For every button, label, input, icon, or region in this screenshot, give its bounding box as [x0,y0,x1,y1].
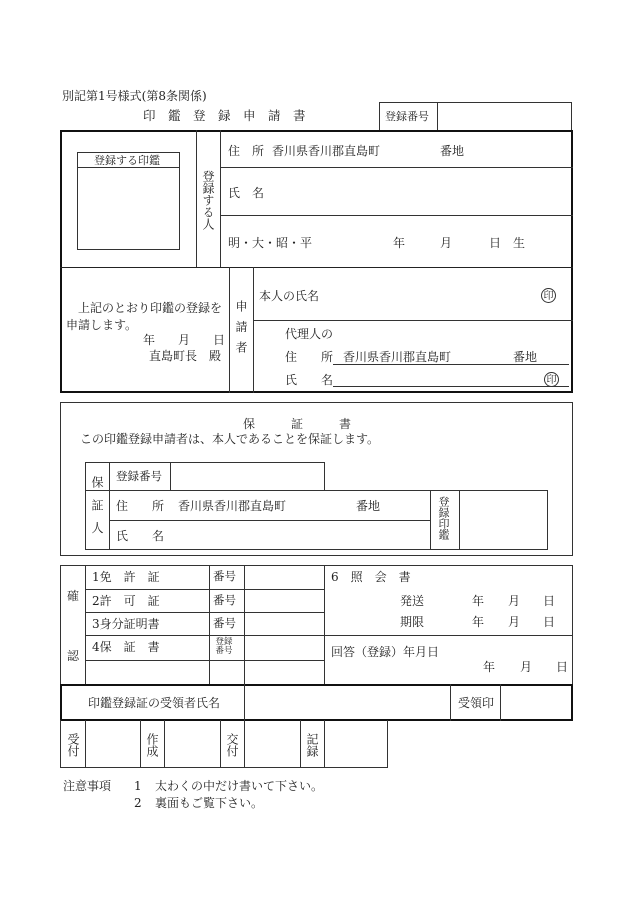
application-date-day: 日 [213,333,226,347]
registrant-address-field[interactable] [222,132,570,165]
inquiry-deadline-day: 日 [543,615,556,629]
registrant-name-field[interactable] [222,169,570,213]
guarantor-reg-no-field[interactable] [172,464,322,489]
inquiry-sent-month: 月 [508,594,521,608]
addressee: 直島町長 殿 [149,349,222,363]
confirm-item-license-no-label: 番号 [213,569,236,583]
office-issued-label: 交付 [225,733,239,757]
confirm-guarantee-no-field[interactable] [246,637,322,658]
inquiry-sent-year: 年 [472,594,485,608]
reply-day: 日 [556,660,569,674]
self-name-label: 本人の氏名 [259,289,320,303]
note-2-text: 裏面もご覧下さい。 [155,796,264,810]
guarantor-address-suffix: 番地 [356,499,381,513]
inquiry-deadline-label: 期限 [400,615,425,629]
agent-address-field[interactable] [333,344,569,364]
reply-month: 月 [520,660,533,674]
birth-month-label: 月 [440,236,453,250]
reply-year: 年 [483,660,496,674]
receipt-label: 印鑑登録証の受領者氏名 [88,696,221,710]
reply-date-label: 回答（登録）年月日 [331,645,440,659]
note-2-number: 2 [134,796,142,810]
confirm-id-cert-no-field[interactable] [246,614,322,633]
registrant-side-label: 登録する人 [201,170,215,230]
guarantor-side-label: 保証人 [90,476,104,545]
guarantee-title: 保 証 書 [243,417,352,431]
agent-label: 代理人の [285,327,334,341]
receipt-seal-label: 受領印 [458,696,495,710]
guarantor-address-label: 住 所 [116,499,165,513]
confirm-permit-no-field[interactable] [246,591,322,610]
confirm-item-id-cert-no-label: 番号 [213,616,236,630]
application-statement: 上記のとおり印鑑の登録を申請します。 [66,301,223,332]
inquiry-deadline-year: 年 [472,615,485,629]
agent-name-field[interactable] [333,368,533,386]
notes-heading: 注意事項 [63,779,112,793]
office-received-label: 受付 [66,733,80,757]
self-seal-mark: 印 [541,288,556,303]
registration-number-field[interactable] [439,104,569,128]
registrant-name-label: 氏 名 [228,186,265,200]
office-recorded-label: 記録 [305,733,319,757]
inquiry-deadline-month: 月 [508,615,521,629]
receipt-name-field[interactable] [246,686,448,719]
agent-address-label: 住 所 [285,350,334,364]
confirm-license-no-field[interactable] [246,567,322,587]
agent-address-value: 香川県香川郡直島町 [343,350,452,364]
agent-name-label: 氏 名 [285,373,334,387]
guarantor-name-label: 氏 名 [116,529,165,543]
agent-seal-mark: 印 [544,372,559,387]
agent-address-suffix: 番地 [513,350,538,364]
receipt-seal-box[interactable] [502,686,571,719]
note-1-number: 1 [134,779,142,793]
birth-suffix-label: 生 [513,236,526,250]
birth-year-label: 年 [393,236,406,250]
office-created-label: 作成 [145,733,159,757]
confirm-item-id-cert: 3身分証明書 [92,617,160,631]
registrant-address-label: 住 所 [228,144,265,158]
applicant-side-label: 申請者 [234,300,248,362]
guarantor-reg-no-label: 登録番号 [116,469,162,483]
confirm-item-guarantee: 4保 証 書 [92,640,160,654]
guarantor-seal-label: 登録印鑑 [437,496,450,540]
form-reference: 別記第1号様式(第8条関係) [62,89,207,103]
guarantor-seal-box[interactable] [461,492,546,548]
office-use-frame [60,720,388,768]
application-date-year: 年 [143,333,156,347]
seal-box-label: 登録する印鑑 [94,154,160,167]
birth-day-label: 日 [489,236,502,250]
form-title: 印 鑑 登 録 申 請 書 [143,108,306,123]
birth-era-options[interactable]: 明・大・昭・平 [228,236,313,250]
guarantor-address-value: 香川県香川郡直島町 [178,499,287,513]
inquiry-title: 6 照 会 書 [331,570,411,584]
registrant-address-suffix: 番地 [440,144,465,158]
confirmation-side-label-2: 認 [67,649,80,663]
application-date-month: 月 [178,333,191,347]
inquiry-sent-label: 発送 [400,594,425,608]
confirm-item-license: 1免 許 証 [92,570,160,584]
self-name-field[interactable] [330,272,530,316]
guarantor-name-field[interactable] [111,522,428,548]
confirm-item-permit-no-label: 番号 [213,593,236,607]
guarantee-statement: この印鑑登録申請者は、本人であることを保証します。 [80,432,380,446]
confirm-item-permit: 2許 可 証 [92,594,160,608]
confirm-item-guarantee-no-label: 登録番号 [215,637,233,656]
inquiry-sent-day: 日 [543,594,556,608]
guarantor-address-field[interactable] [111,492,428,519]
registration-number-label: 登録番号 [385,110,429,123]
note-1-text: 太わくの中だけ書いて下さい。 [155,779,324,793]
registrant-address-value: 香川県香川郡直島町 [272,144,381,158]
confirmation-side-label-1: 確 [67,589,80,603]
